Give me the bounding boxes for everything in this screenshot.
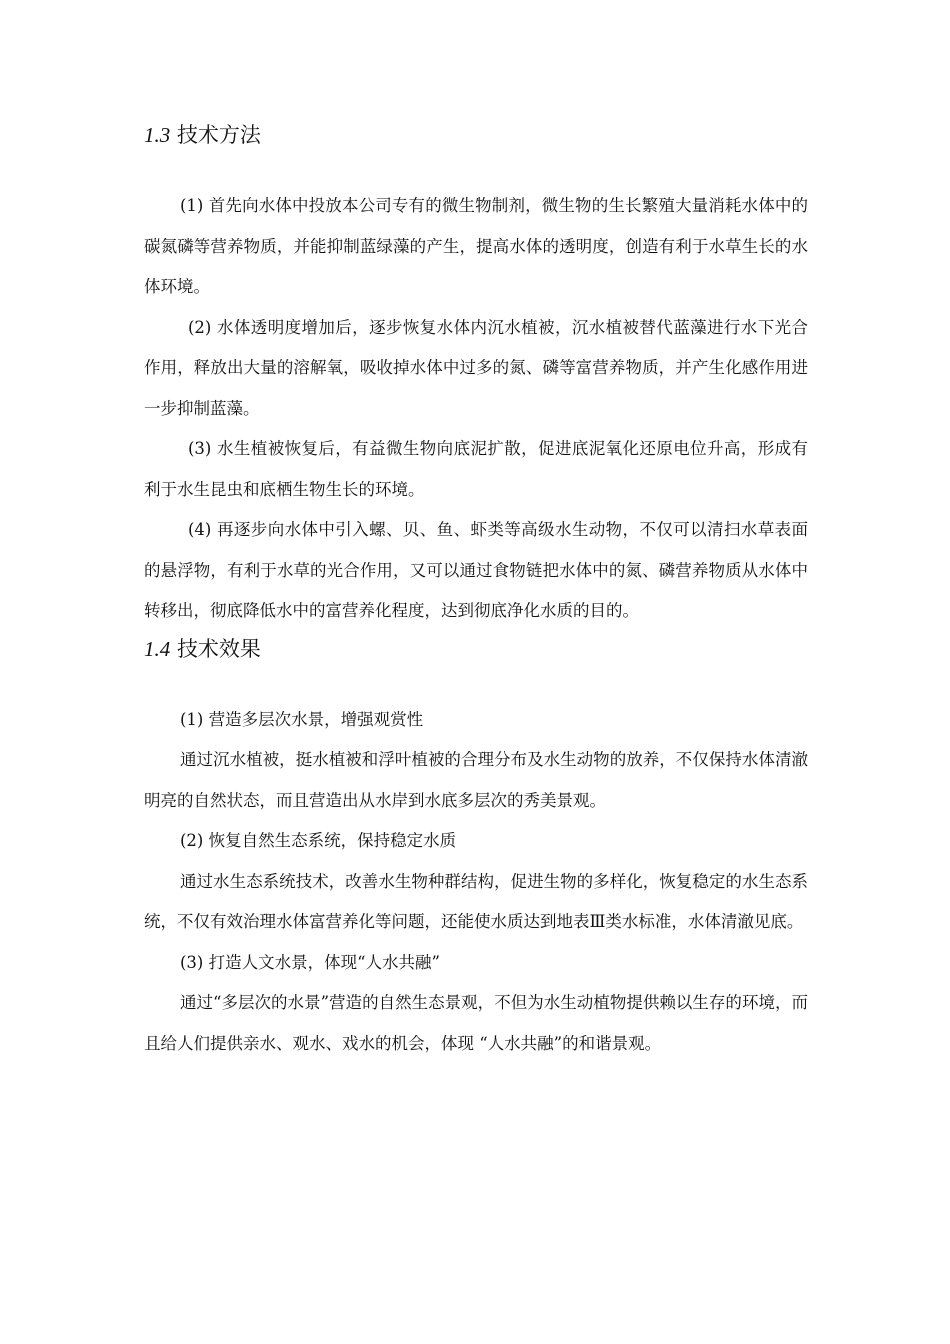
paragraph: (1) 营造多层次水景，增强观赏性 — [180, 709, 424, 729]
paragraph: (2) 恢复自然生态系统，保持稳定水质 — [180, 831, 457, 850]
paragraph: (4) 再逐步向水体中引入螺、贝、鱼、虾类等高级水生动物，不仅可以清扫水草表面的悬浮物，有利于水草的光合作用，又可以通过食物链把水体中的氮、磷营养物质从水体中转移出，彻底降低水中的富营养化程度，达到彻底净化水质的目的。 — [144, 520, 808, 620]
section-title: 技术效果 — [176, 636, 261, 661]
section-title: 技术方法 — [176, 123, 261, 147]
section-heading-1-3 — [144, 118, 808, 152]
section-number: 1.3 — [144, 123, 171, 147]
spacer — [144, 666, 808, 700]
paragraph: 通过“多层次的水景”营造的自然生态景观，不但为水生动植物提供赖以生存的环境，而且给人们提供亲水、观水、戏水的机会，体现 “人水共融”的和谐景观。 — [144, 993, 808, 1053]
paragraph: (3) 水生植被恢复后，有益微生物向底泥扩散，促进底泥氧化还原电位升高，形成有利于水生昆虫和底栖生物生长的环境。 — [144, 439, 808, 499]
paragraph: (1) 首先向水体中投放本公司专有的微生物制剂，微生物的生长繁殖大量消耗水体中的碳氮磷等营养物质，并能抑制蓝绿藻的产生，提高水体的透明度，创造有利于水草生长的水体环境。 — [144, 196, 808, 296]
section-heading-1-4 — [144, 632, 808, 666]
paragraph: 通过沉水植被，挺水植被和浮叶植被的合理分布及水生动物的放养，不仅保持水体清澈明亮的自然状态，而且营造出从水岸到水底多层次的秀美景观。 — [144, 750, 808, 810]
paragraph: (2) 水体透明度增加后，逐步恢复水体内沉水植被，沉水植被替代蓝藻进行水下光合作用，释放出大量的溶解氧，吸收掉水体中过多的氮、磷等富营养物质，并产生化感作用进一步抑制蓝藻。 — [144, 317, 808, 418]
section-number: 1.4 — [144, 636, 171, 661]
paragraph: (3) 打造人文水景，体现“人水共融” — [180, 952, 440, 972]
spacer — [144, 152, 808, 186]
paragraph: 通过水生态系统技术，改善水生物种群结构，促进生物的多样化，恢复稳定的水生态系统，不仅有效治理水体富营养化等问题，还能使水质达到地表Ⅲ类水标准，水体清澈见底。 — [144, 871, 808, 931]
document-page — [144, 118, 808, 1064]
